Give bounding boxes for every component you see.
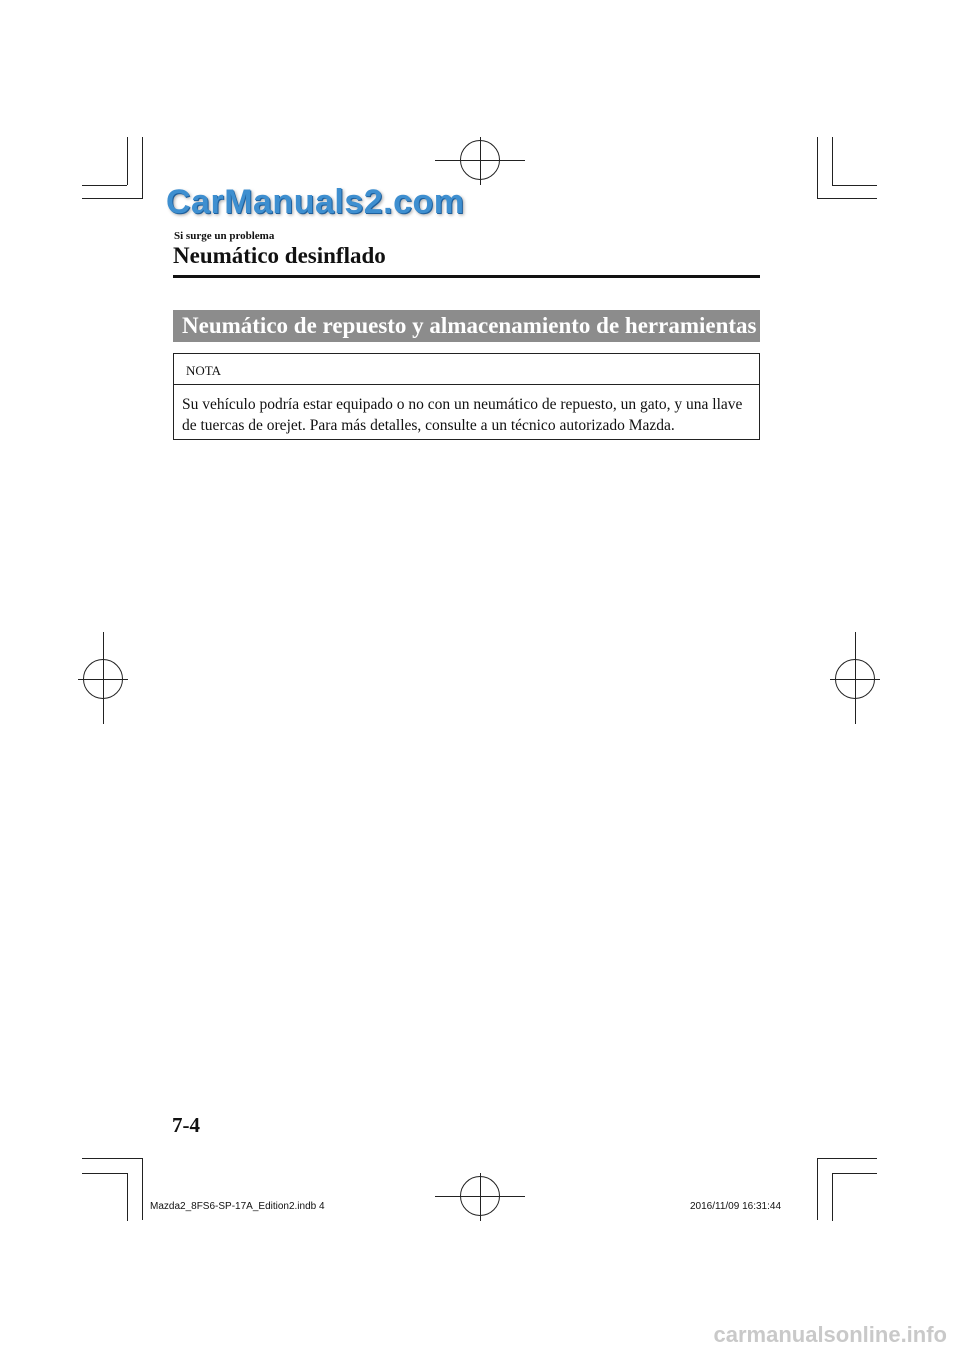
crop-mark-line	[82, 1158, 142, 1159]
footer-site-watermark[interactable]: carmanualsonline.info	[713, 1322, 947, 1347]
crop-mark-line	[832, 137, 833, 185]
crop-mark-line	[817, 1158, 877, 1159]
crop-mark-line	[832, 1173, 877, 1174]
page-title: Neumático desinflado	[173, 243, 386, 268]
title-divider	[173, 275, 760, 278]
crop-mark-line	[142, 1158, 143, 1220]
section-heading: Neumático de repuesto y almacenamiento de herramientas	[173, 310, 760, 342]
watermark-logo[interactable]: CarManuals2.com	[166, 183, 465, 221]
note-text: Su vehículo podría estar equipado o no con un neumático de repuesto, un gato, y una llave de tuercas de orejet. Para más detalles, consulte a un técnico autorizado Mazda.	[182, 396, 743, 434]
note-header	[174, 354, 759, 385]
registration-target-icon	[460, 1176, 500, 1216]
footer-timestamp: 2016/11/09 16:31:44	[690, 1201, 782, 1212]
registration-target-icon	[83, 659, 123, 699]
crop-mark-line	[832, 1173, 833, 1221]
crop-mark-line	[82, 198, 142, 199]
registration-target-icon	[460, 140, 500, 180]
crop-mark-line	[817, 198, 877, 199]
crop-mark-line	[127, 1173, 128, 1221]
registration-target-icon	[835, 659, 875, 699]
crop-mark-line	[127, 137, 128, 185]
note-box	[173, 353, 760, 440]
page-number: 7-4	[172, 1113, 200, 1137]
crop-mark-line	[82, 1173, 127, 1174]
crop-mark-line	[82, 185, 127, 186]
crop-mark-line	[817, 137, 818, 199]
footer-file-info: Mazda2_8FS6-SP-17A_Edition2.indb 4	[150, 1201, 325, 1212]
crop-mark-line	[817, 1158, 818, 1220]
breadcrumb: Si surge un problema	[174, 230, 275, 242]
crop-mark-line	[832, 185, 877, 186]
crop-mark-line	[142, 137, 143, 199]
note-label: NOTA	[186, 363, 222, 378]
